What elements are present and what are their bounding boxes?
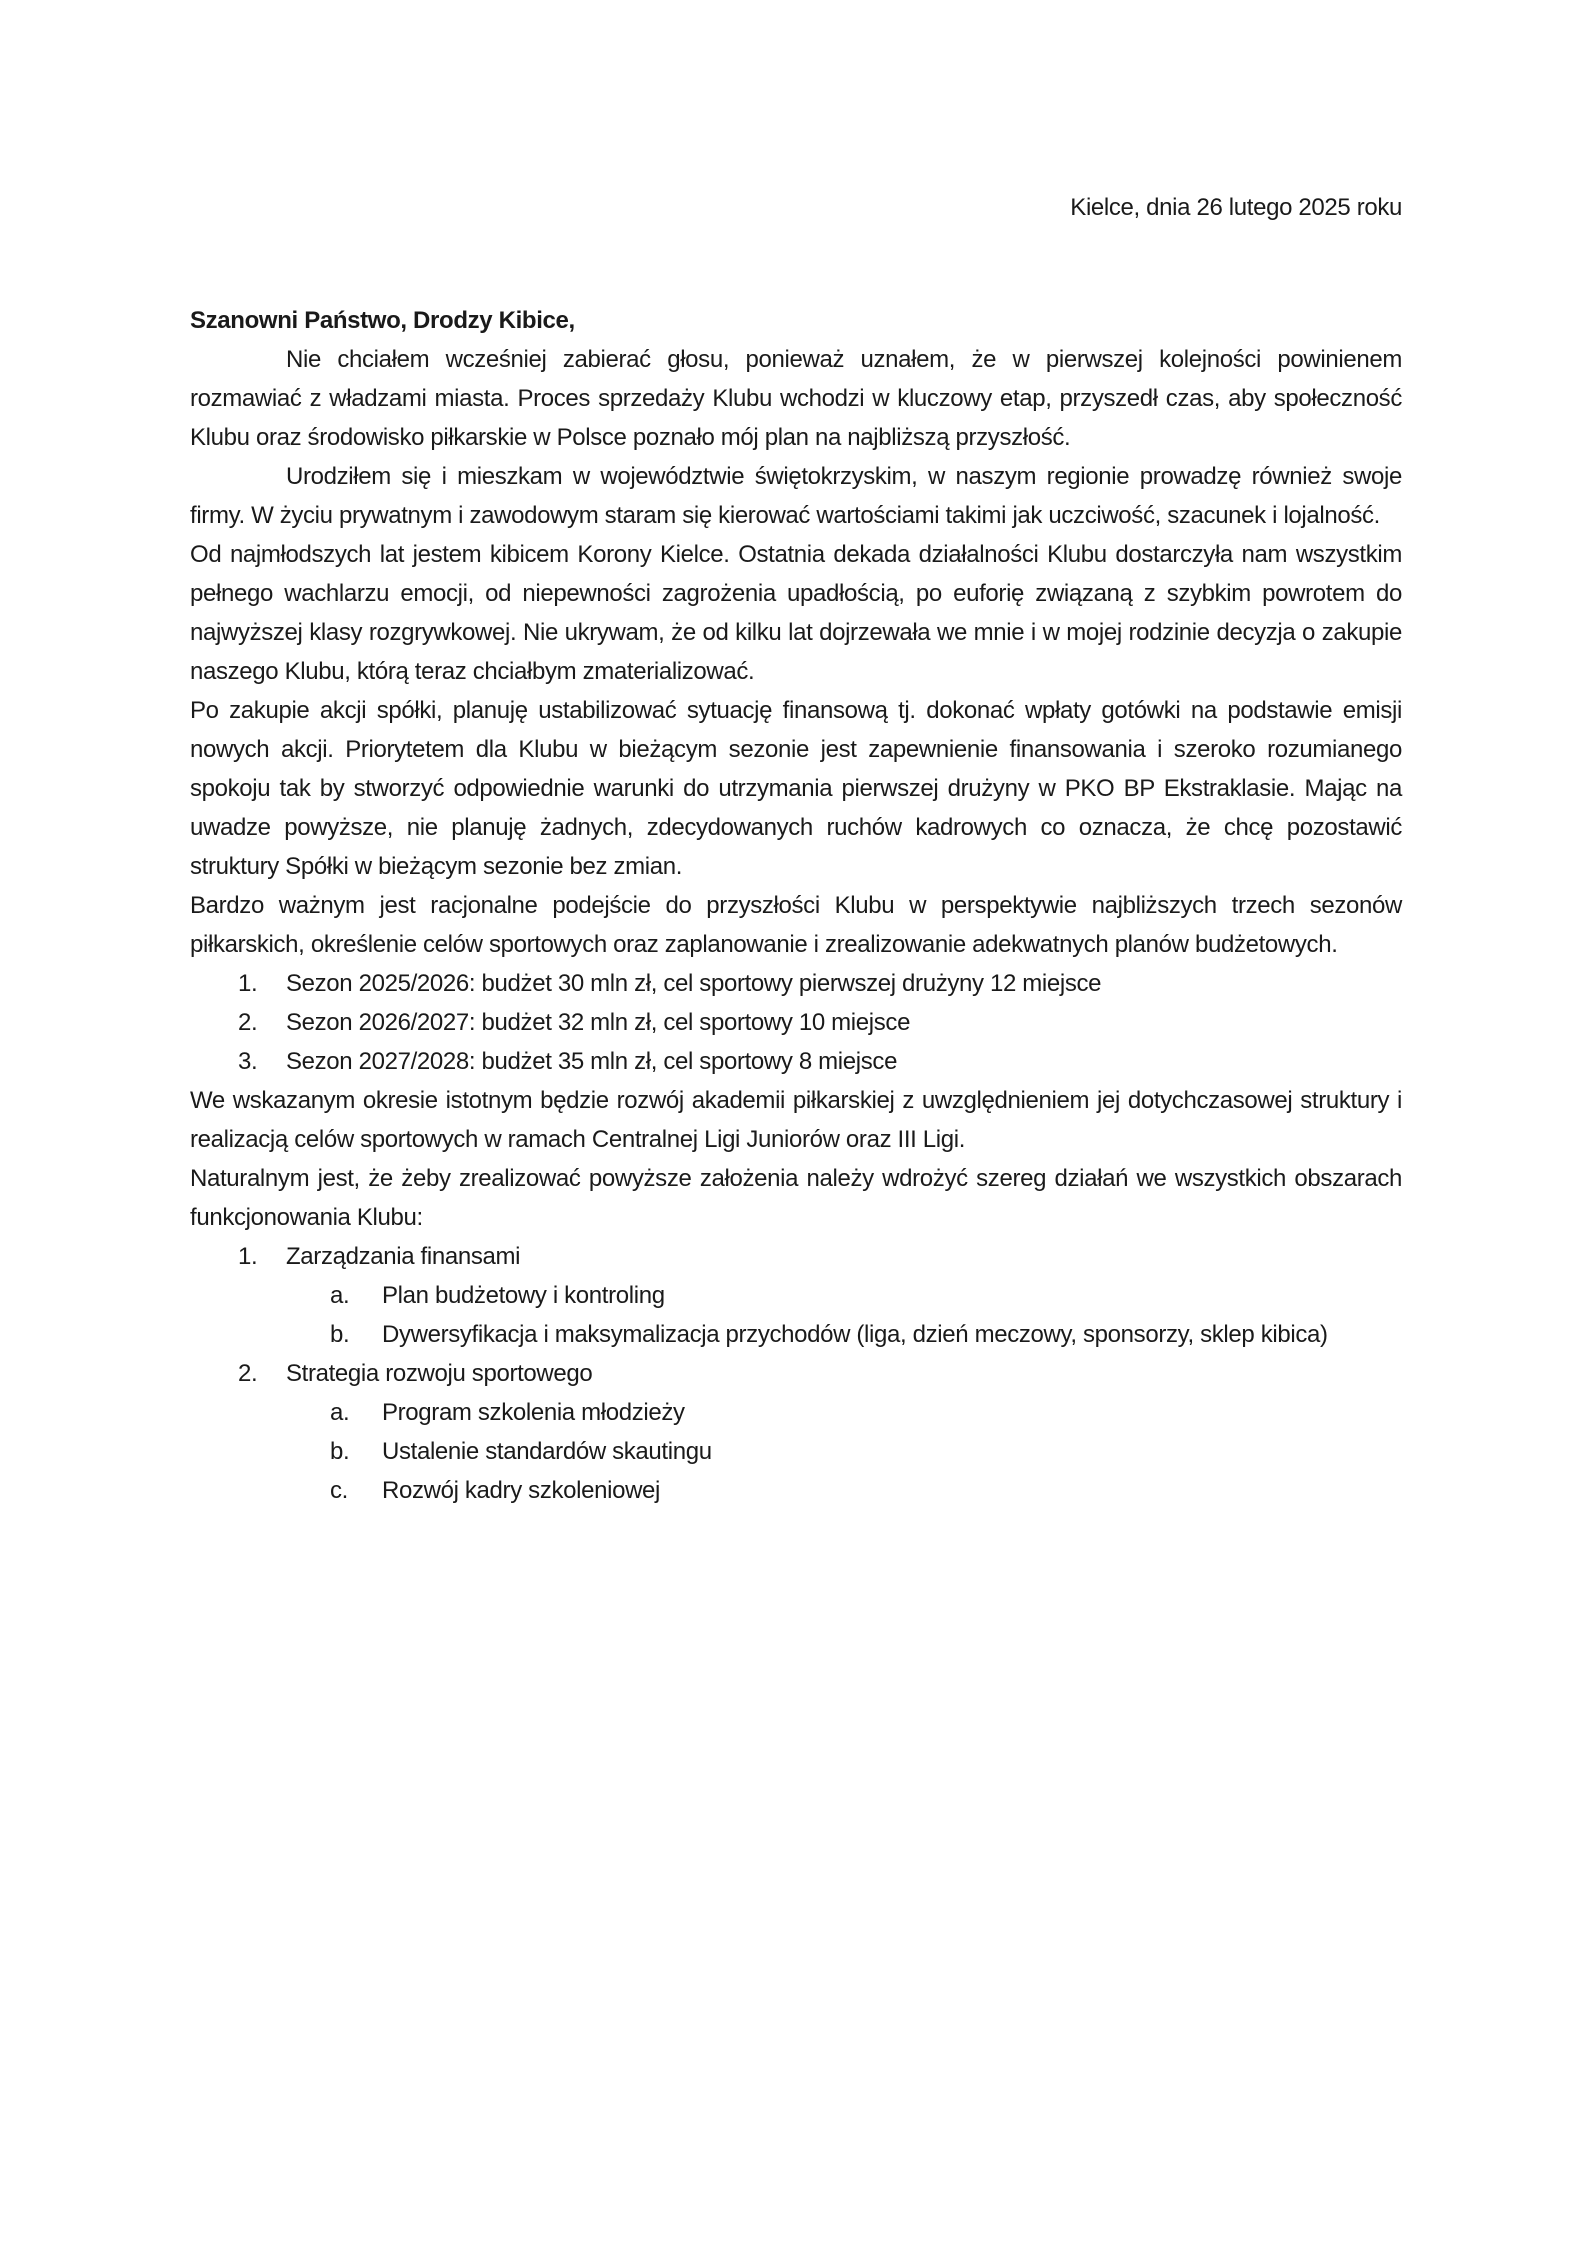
paragraph-financial-plan: Po zakupie akcji spółki, planuję ustabilizować sytuację finansową tj. dokonać wpłaty gotówki na podstawie emisji nowych akcji. Priorytetem dla Klubu w bieżącym sezonie jest zapewnienie finansowania i szeroko rozumianego spokoju tak by stworzyć odpowiednie warunki do utrzymania pierwszej drużyny w PKO BP Ekstraklasie. Mając na uwadze powyższe, nie planuję żadnych, zdecydowanych ruchów kadrowych co oznacza, że chcę pozostawić struktury Spółki w bieżącym sezonie bez zmian. (190, 697, 1402, 880)
areas-list (190, 1237, 1402, 1510)
paragraph-fan: Od najmłodszych lat jestem kibicem Korony Kielce. Ostatnia dekada działalności Klubu dostarczyła nam wszystkim pełnego wachlarzu emocji, od niepewności zagrożenia upadłością, po euforię związaną z szybkim powrotem do najwyższej klasy rozgrywkowej. Nie ukrywam, że od kilku lat dojrzewała we mnie i w mojej rodzinie decyzja o zakupie naszego Klubu, którą teraz chciałbym zmaterializować. (190, 541, 1402, 685)
sub-item (286, 1315, 1402, 1354)
list-marker: b. (330, 1321, 350, 1348)
list-marker: 2. (238, 1360, 258, 1387)
season-item (190, 1003, 1402, 1042)
season-text: Sezon 2026/2027: budżet 32 mln zł, cel sportowy 10 miejsce (286, 1009, 911, 1036)
list-marker: 3. (238, 1048, 258, 1075)
area-sublist (286, 1276, 1402, 1354)
area-text: Strategia rozwoju sportowego (286, 1360, 593, 1387)
sub-item-text: Program szkolenia młodzieży (382, 1399, 685, 1426)
season-item (190, 964, 1402, 1003)
date-line: Kielce, dnia 26 lutego 2025 roku (1070, 194, 1402, 221)
season-text: Sezon 2027/2028: budżet 35 mln zł, cel sportowy 8 miejsce (286, 1048, 898, 1075)
area-sublist (286, 1393, 1402, 1510)
paragraph-actions: Naturalnym jest, że żeby zrealizować powyższe założenia należy wdrożyć szereg działań we wszystkich obszarach funkcjonowania Klubu: (190, 1165, 1402, 1231)
list-marker: 1. (238, 970, 258, 997)
season-text: Sezon 2025/2026: budżet 30 mln zł, cel sportowy pierwszej drużyny 12 miejsce (286, 970, 1102, 997)
area-item (190, 1354, 1402, 1510)
seasons-list (190, 964, 1402, 1081)
list-marker: a. (330, 1282, 350, 1309)
paragraph-intro: Nie chciałem wcześniej zabierać głosu, ponieważ uznałem, że w pierwszej kolejności powinienem rozmawiać z władzami miasta. Proces sprzedaży Klubu wchodzi w kluczowy etap, przyszedł czas, aby społeczność Klubu oraz środowisko piłkarskie w Polsce poznało mój plan na najbliższą przyszłość. (190, 346, 1402, 451)
list-marker: a. (330, 1399, 350, 1426)
paragraph-academy: We wskazanym okresie istotnym będzie rozwój akademii piłkarskiej z uwzględnieniem jej dotychczasowej struktury i realizacją celów sportowych w ramach Centralnej Ligi Juniorów oraz III Ligi. (190, 1087, 1402, 1153)
sub-item-text: Plan budżetowy i kontroling (382, 1282, 665, 1309)
sub-item (286, 1276, 1402, 1315)
paragraph-origin: Urodziłem się i mieszkam w województwie świętokrzyskim, w naszym regionie prowadzę również swoje firmy. W życiu prywatnym i zawodowym staram się kierować wartościami takimi jak uczciwość, szacunek i lojalność. (190, 463, 1402, 529)
salutation: Szanowni Państwo, Drodzy Kibice, (190, 307, 575, 334)
sub-item-text: Ustalenie standardów skautingu (382, 1438, 712, 1465)
list-marker: c. (330, 1477, 348, 1504)
season-item (190, 1042, 1402, 1081)
letter-page (190, 188, 1402, 1510)
list-marker: 2. (238, 1009, 258, 1036)
sub-item (286, 1432, 1402, 1471)
list-marker: 1. (238, 1243, 258, 1270)
sub-item (286, 1393, 1402, 1432)
sub-item-text: Rozwój kadry szkoleniowej (382, 1477, 661, 1504)
area-item (190, 1237, 1402, 1354)
sub-item (286, 1471, 1402, 1510)
area-text: Zarządzania finansami (286, 1243, 521, 1270)
list-marker: b. (330, 1438, 350, 1465)
paragraph-three-seasons: Bardzo ważnym jest racjonalne podejście do przyszłości Klubu w perspektywie najbliższych trzech sezonów piłkarskich, określenie celów sportowych oraz zaplanowanie i zrealizowanie adekwatnych planów budżetowych. (190, 892, 1402, 958)
sub-item-text: Dywersyfikacja i maksymalizacja przychodów (liga, dzień meczowy, sponsorzy, sklep kibica) (382, 1321, 1328, 1348)
